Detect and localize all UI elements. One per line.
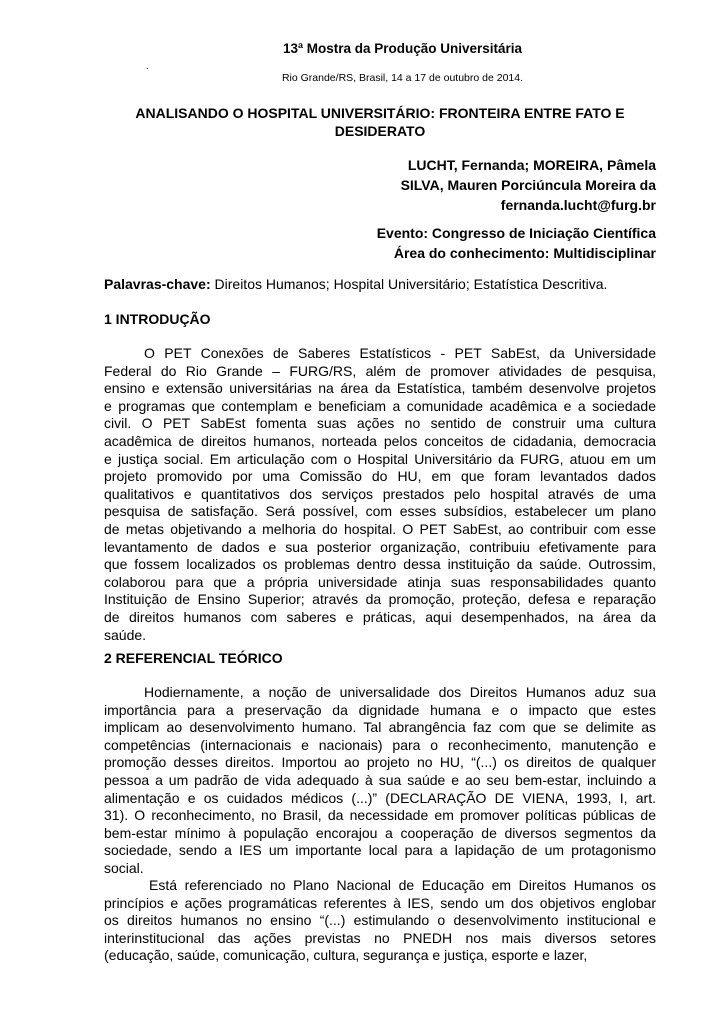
paragraph-line: Está referenciado no Plano Nacional de Educação em Direitos Humanos os (149, 877, 656, 893)
paragraph-line: de metas objetivando a melhoria do hospital. O PET SabEst, ao contribuir com esse (104, 520, 656, 537)
paragraph-line: Federal do Rio Grande – FURG/RS, além de promover atividades de pesquisa, (104, 362, 656, 379)
paragraph-line: levantamento de dados e sua posterior organização, contribuiu efetivamente para (104, 538, 656, 555)
paragraph-line: (educação, saúde, comunicação, cultura, segurança e justiça, esporte e lazer, (104, 947, 588, 964)
paragraph-line: os direitos humanos no ensino “(...) estimulando o desenvolvimento institucional e (104, 912, 656, 929)
paragraph-line: Instituição de Ensino Superior; através da promoção, proteção, defesa e reparação (104, 591, 656, 608)
event-info-line: Evento: Congresso de Iniciação Científica (376, 225, 656, 241)
paragraph-line: acadêmica de direitos humanos, norteada pelos conceitos de cidadania, democracia (104, 432, 656, 449)
paragraph-line: ensino e extensão universitárias na área da Estatística, também desenvolve projetos (104, 380, 656, 397)
paragraph-line: projeto promovido por uma Comissão do HU, em que foram levantados dados (104, 468, 656, 485)
author-email: fernanda.lucht@furg.br (500, 197, 656, 213)
event-info-block (377, 223, 656, 263)
knowledge-area-line: Área do conhecimento: Multidisciplinar (393, 245, 656, 261)
paragraph-line: de direitos humanos com saberes e práticas, aqui desempenhados, na área da (104, 608, 656, 625)
keywords-label: Palavras-chave: (104, 276, 211, 292)
paragraph-line: que fossem localizados os problemas dentro dessa instituição da saúde. Outrossim, (104, 556, 656, 573)
paper-title-line: DESIDERATO (334, 123, 426, 139)
paragraph-line: pessoa a um padrão de vida adequado à sua saúde e ao seu bem-estar, incluindo a (104, 771, 656, 788)
section-heading-introduction: 1 INTRODUÇÃO (104, 311, 211, 327)
paragraph-line: sociedade, sendo a IES um importante local para a lapidação de um protagonismo (104, 842, 656, 859)
theory-paragraph (104, 877, 656, 965)
paragraph-line: pesquisa de satisfação. Será possível, com esses subsídios, estabelecer um plano (104, 503, 656, 520)
paragraph-line: competências (internacionais e nacionais) para o reconhecimento, manutenção e (104, 736, 656, 753)
paragraph-line: Hodiernamente, a noção de universalidade dos Direitos Humanos aduz sua (144, 684, 656, 700)
paragraph-line: implicam ao desenvolvimento humano. Tal abrangência faz com que se delimite as (104, 719, 656, 736)
paragraph-line: princípios e ações programáticas referentes à IES, sendo um dos objetivos englobar (104, 894, 656, 911)
paragraph-line: promoção desses direitos. Importou ao projeto no HU, “(...) os direitos de qualquer (104, 754, 656, 771)
header-dot: . (146, 61, 149, 71)
paragraph-line: interinstitucional das ações previstas no PNEDH nos mais diversos setores (104, 929, 656, 946)
paper-title (104, 104, 656, 140)
paragraph-line: O PET Conexões de Saberes Estatísticos - PET SabEst, da Universidade (144, 345, 656, 361)
paragraph-line: bem-estar mínimo à população encorajou a cooperação de diversos segmentos da (104, 824, 656, 841)
author-block (401, 155, 656, 215)
paragraph-line: importância para a preservação da dignidade humana e o impacto que estes (104, 701, 656, 718)
paragraph-line: colaborou para que a própria universidade atinja suas responsabilidades quanto (104, 573, 656, 590)
introduction-paragraph (104, 345, 656, 644)
event-location-date: Rio Grande/RS, Brasil, 14 a 17 de outubro de 2014. (281, 72, 524, 84)
paragraph-line: saúde. (104, 626, 147, 643)
paragraph-line: e justiça social. Em articulação com o Hospital Universitário da FURG, atuou em um (104, 450, 656, 467)
paragraph-line: e programas que contemplam e beneficiam a comunidade acadêmica e a sociedade (104, 397, 656, 414)
paragraph-line: alimentação e os cuidados médicos (...)” (DECLARAÇÃO DE VIENA, 1993, I, art. (104, 789, 656, 806)
author-line: SILVA, Mauren Porciúncula Moreira da (400, 177, 656, 193)
section-heading-theory: 2 REFERENCIAL TEÓRICO (104, 650, 283, 666)
theory-paragraph (104, 684, 656, 878)
paragraph-line: civil. O PET SabEst fomenta suas ações no sentido de construir uma cultura (104, 415, 656, 432)
paper-title-line: ANALISANDO O HOSPITAL UNIVERSITÁRIO: FRONTEIRA ENTRE FATO E (135, 105, 625, 121)
paragraph-line: 31). O reconhecimento, no Brasil, da necessidade em promover políticas públicas de (104, 807, 656, 824)
keywords-text: Direitos Humanos; Hospital Universitário; Estatística Descritiva. (214, 276, 608, 292)
paragraph-line: social. (104, 859, 144, 876)
keywords (104, 276, 607, 292)
paragraph-line: qualitativos e quantitativos dos serviços prestados pelo hospital através de uma (104, 485, 656, 502)
event-title: 13ª Mostra da Produção Universitária (282, 41, 523, 56)
author-line: LUCHT, Fernanda; MOREIRA, Pâmela (407, 157, 656, 173)
